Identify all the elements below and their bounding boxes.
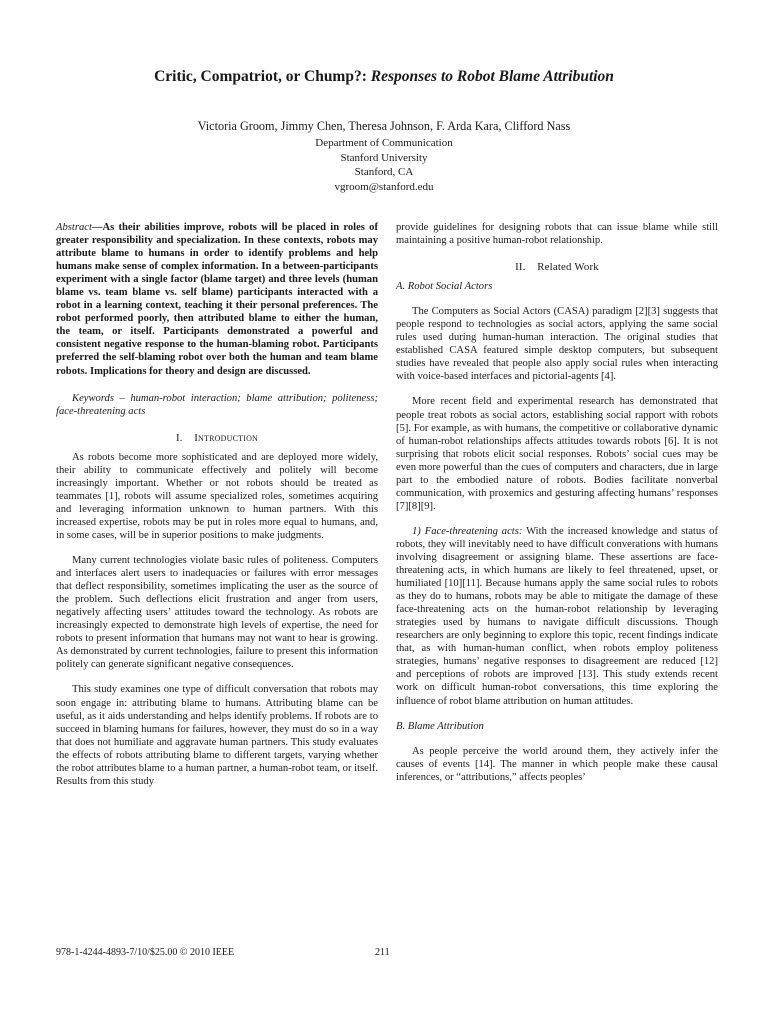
keywords: Keywords – human-robot interaction; blame attribution; politeness; face-threatening acts	[56, 392, 378, 417]
related-paragraph-2: More recent field and experimental research has demonstrated that people treat robots as social actors, establishing social rapport with robots [5]. For example, as with humans, the competitive or collaborative dynamic of human-robot relationships affects attitudes towards robots [6]. It is not surprising that robots elicit social responses. Robots’ social cues may be even more powerful than the cues of computers and characters, due in large part to the embodied nature of robots. Bodies facilitate nonverbal communication, with proxemics and gesturing affecting humans’ responses [7][8][9].	[396, 396, 718, 512]
related-paragraph-1: The Computers as Social Actors (CASA) paradigm [2][3] suggests that people respond to technologies as social actors, applying the same social rules used during human-human interaction. The original studies that established CASA featured simple desktop computers, but subsequent studies have revealed that people also apply social rules when interacting with voice-based interfaces and pictorial-agents [4].	[396, 306, 718, 383]
section-title: Related Work	[537, 261, 599, 274]
affiliation-university: Stanford University	[340, 151, 428, 164]
fta-text: With the increased knowledge and status of robots, they will inevitably need to have difficult converations with humans involving disagreement or assigning blame. These assertions are face-threatening acts, in which humans are likely to feel threatened, upset, or humiliated [10][11]. Because humans apply the same social rules to robots as they do to humans, robots may be able to mitigate the damage of these face-threatening acts on the human-robot relationship by leveraging strategies used by humans to navigate difficult discussions. Though researchers are only beginning to explore this topic, recent findings indicate that, as with human-human conflict, when robots employ politeness strategies, humans’ negative responses to disagreement are reduced [12] and perceptions of robots are improved [13]. This study extends recent work on difficult human-robot conversations, this time exploring the influence of robot blame attribution on human attitudes.	[396, 525, 718, 707]
section-heading-introduction	[56, 432, 378, 445]
section-number: I.	[175, 431, 183, 444]
page-number: 211	[375, 947, 390, 958]
fta-heading: 1) Face-threatening acts:	[412, 525, 523, 537]
intro-paragraph-3: This study examines one type of difficult conversation that robots may soon engage in: attributing blame to humans. Attributing blame can be useful, as it aids understanding and helps identify problems. If robots are to succeed in blaming humans for failures, however, they must do so in a way that does not humiliate and aggravate human partners. This study evaluates the effects of robots attributing blame to different targets, varying whether the robot attributes blame to a human partner, a human-robot team, or itself. Results from this study	[56, 684, 378, 787]
paper-title	[0, 68, 768, 86]
subsection-heading-blame-attribution: B. Blame Attribution	[396, 720, 484, 732]
affiliation-email: vgroom@stanford.edu	[334, 180, 434, 193]
subsection-heading-robot-social-actors: A. Robot Social Actors	[396, 281, 493, 293]
title-subtitle: Responses to Robot Blame Attribution	[370, 68, 614, 85]
abstract-label: Abstract	[56, 222, 92, 233]
author-list: Victoria Groom, Jimmy Chen, Theresa Johnson, F. Arda Kara, Clifford Nass	[197, 119, 571, 133]
intro-paragraph-1: As robots become more sophisticated and are deployed more widely, their ability to communicate effectively and politely will become increasingly important. Whether or not robots should be treated as teammates [1], robots will assume specialized roles, sometimes acquiring and leveraging information unknown to human partners. With this increased expertise, robots may be put in roles more equal to humans, and, in some cases, will be in superior positions to make judgments.	[56, 451, 378, 541]
blame-paragraph-1: As people perceive the world around them, they actively infer the causes of events [14]. The manner in which people make these causal inferences, or “attributions,” affects peoples’	[396, 745, 718, 783]
affiliation-block	[0, 136, 768, 194]
abstract-text: —As their abilities improve, robots will be placed in roles of greater responsibility and specialization. In these contexts, robots may attribute blame to humans in order to identify problems and help humans make sense of complex information. In a between-participants experiment with a single factor (blame target) and three levels (human blame vs. team blame vs. self blame) participants interacted with a robot in a learning context, teaching it their personal preferences. The robot performed poorly, then attributed blame to either the human, the team, or itself. Participants demonstrated a powerful and consistent negative response to the human-blaming robot. Participants preferred the self-blaming robot over both the human and team blame robots. Implications for theory and design are discussed.	[56, 222, 378, 377]
section-number: II.	[515, 261, 526, 274]
intro-paragraph-continued: provide guidelines for designing robots that can issue blame while still maintaining a positive human-robot relationship.	[396, 222, 718, 247]
footer-copyright: 978-1-4244-4893-7/10/$25.00 © 2010 IEEE	[56, 947, 235, 958]
intro-paragraph-2: Many current technologies violate basic rules of politeness. Computers and interfaces alert users to inadequacies or failures with error messages that deflect responsibility, sometimes implicating the user as the source of the problem. Such deflections elicit frustration and anger from users, negatively affecting users’ attitudes toward the technology. As robots are increasingly expected to demonstrate high levels of expertise, the need for robots to present information that humans may not want to hear is growing. As demonstrated by current technologies, failure to present this information politely can generate significant negative consequences.	[56, 555, 378, 671]
title-main: Critic, Compatriot, or Chump?:	[154, 68, 371, 85]
related-paragraph-3	[396, 525, 718, 708]
section-heading-related-work	[396, 261, 718, 274]
affiliation-city: Stanford, CA	[354, 166, 414, 178]
right-column	[396, 221, 718, 784]
left-column	[56, 221, 378, 788]
section-title: Introduction	[194, 431, 259, 444]
abstract	[56, 221, 378, 378]
affiliation-department: Department of Communication	[315, 137, 453, 149]
